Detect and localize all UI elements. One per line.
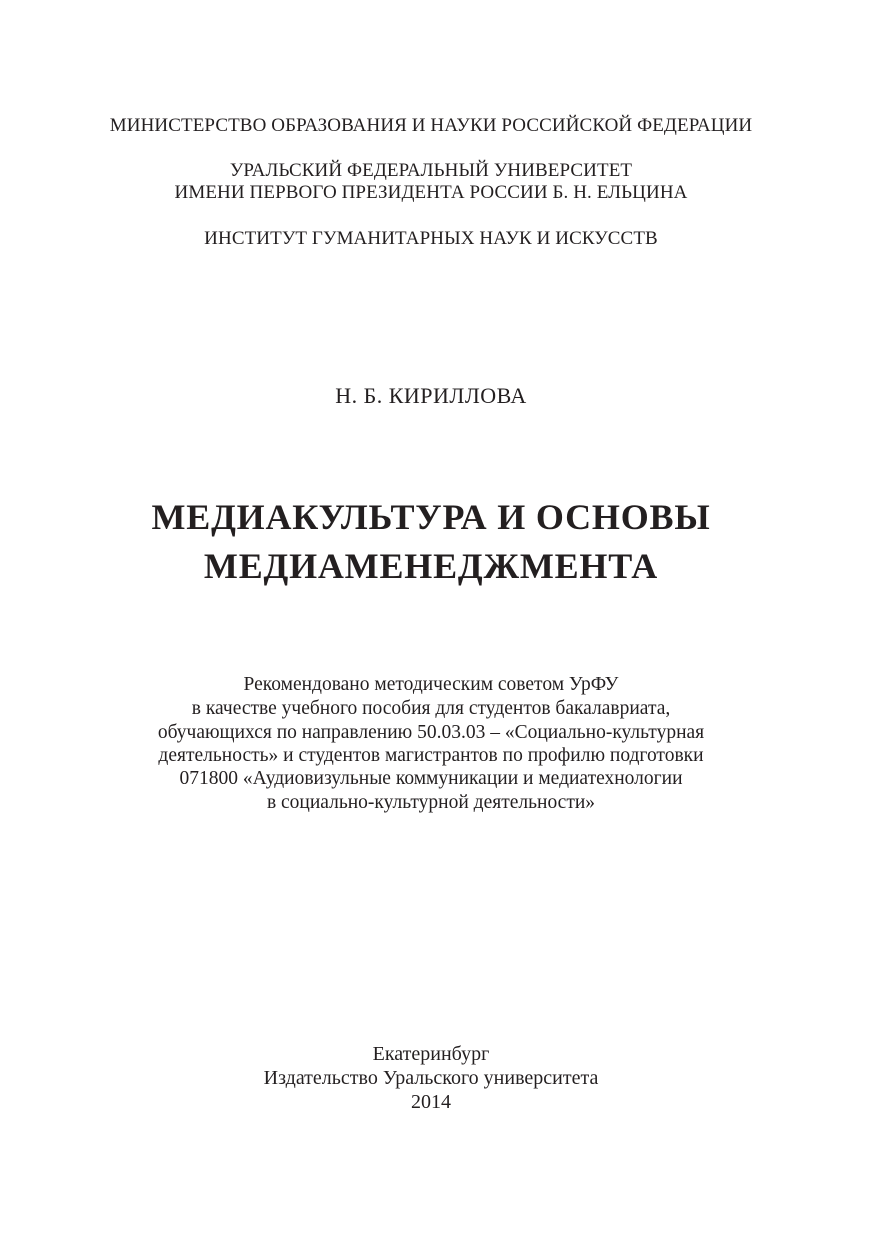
imprint-year: 2014 — [411, 1091, 451, 1113]
ministry-name: МИНИСТЕРСТВО ОБРАЗОВАНИЯ И НАУКИ РОССИЙСКОЙ ФЕДЕРАЦИИ — [109, 115, 753, 136]
book-title-line1: МЕДИАКУЛЬТУРА И ОСНОВЫ — [151, 497, 711, 537]
recommendation-line: 071800 «Аудиовизульные коммуникации и медиатехнологии — [179, 768, 683, 789]
recommendation-line: обучающихся по направлению 50.03.03 – «Социально-культурная — [157, 722, 705, 743]
university-name-line1: УРАЛЬСКИЙ ФЕДЕРАЛЬНЫЙ УНИВЕРСИТЕТ — [229, 160, 633, 181]
recommendation-line: в качестве учебного пособия для студентов бакалавриата, — [191, 698, 671, 719]
university-name-line2: ИМЕНИ ПЕРВОГО ПРЕЗИДЕНТА РОССИИ Б. Н. ЕЛЬЦИНА — [174, 182, 688, 203]
recommendation-line: в социально-культурной деятельности» — [266, 792, 596, 813]
author-name: Н. Б. КИРИЛЛОВА — [335, 383, 527, 408]
imprint-publisher: Издательство Уральского университета — [263, 1067, 599, 1089]
imprint-city: Екатеринбург — [372, 1043, 490, 1065]
recommendation-line: деятельность» и студентов магистрантов по профилю подготовки — [158, 745, 704, 766]
book-title-line2: МЕДИАМЕНЕДЖМЕНТА — [203, 546, 659, 586]
recommendation-line: Рекомендовано методическим советом УрФУ — [243, 674, 619, 695]
institute-name: ИНСТИТУТ ГУМАНИТАРНЫХ НАУК И ИСКУССТВ — [204, 228, 658, 249]
